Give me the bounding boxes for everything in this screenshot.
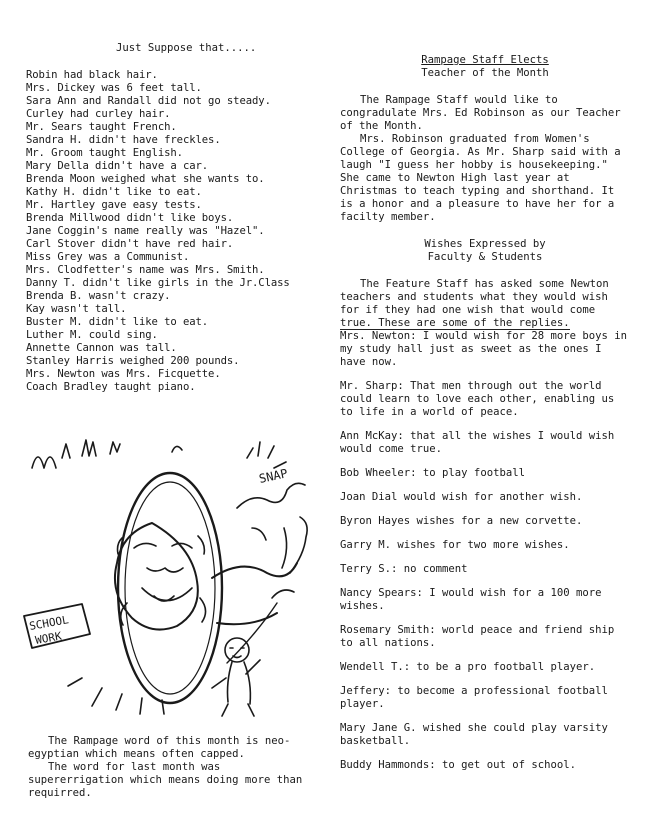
list-item: Wendell T.: to be a pro football player. (340, 661, 596, 673)
list-item: Miss Grey was a Communist. (26, 251, 190, 263)
teacher-of-month-p2: Mrs. Robinson graduated from Women's College of Georgia. As Mr. Sharp said with a laugh "I guess her hobby is housekeeping." She came to Newton High last year at Christmas to teach typing and shorthand. It is a honor and a pleasure to have her for a facilty member. (340, 133, 621, 223)
list-item: Stanley Harris weighed 200 pounds. (26, 355, 240, 367)
list-item: Sara Ann and Randall did not go steady. (26, 95, 271, 107)
just-suppose-title: Just Suppose that..... (116, 42, 257, 54)
list-item: Sandra H. didn't have freckles. (26, 134, 221, 146)
list-item: Terry S.: no comment (340, 563, 468, 575)
list-item: Ann McKay: that all the wishes I would wish would come true. (340, 430, 615, 455)
list-item: Mr. Sears taught French. (26, 121, 177, 133)
sign-label-school: SCHOOL (28, 613, 70, 633)
list-item: Kathy H. didn't like to eat. (26, 186, 202, 198)
list-item: Mary Jane G. wished she could play varsity basketball. (340, 722, 608, 747)
list-item: Buddy Hammonds: to get out of school. (340, 759, 576, 771)
list-item: Mrs. Clodfetter's name was Mrs. Smith. (26, 264, 265, 276)
wishes-intro: The Feature Staff has asked some Newton teachers and students what they would wish for if they had one wish that would come true. These are some of the replies. (340, 278, 609, 329)
list-item: Annette Cannon was tall. (26, 342, 177, 354)
snap-label: SNAP (257, 466, 289, 486)
list-item: Bob Wheeler: to play football (340, 467, 525, 479)
wish-list (340, 330, 630, 772)
left-column (26, 42, 324, 394)
cartoon-illustration (22, 428, 312, 728)
list-item: Byron Hayes wishes for a new corvette. (340, 515, 583, 527)
list-item: Danny T. didn't like girls in the Jr.Class (26, 277, 290, 289)
list-item: Mrs. Newton was Mrs. Ficquette. (26, 368, 221, 380)
list-item: Jane Coggin's name really was "Hazel". (26, 225, 265, 237)
teacher-of-month-p1: The Rampage Staff would like to congradulate Mrs. Ed Robinson as our Teacher of the Month. (340, 94, 621, 132)
list-item: Garry M. wishes for two more wishes. (340, 539, 570, 551)
list-item: Robin had black hair. (26, 69, 158, 81)
list-item: Joan Dial would wish for another wish. (340, 491, 583, 503)
list-item: Mr. Hartley gave easy tests. (26, 199, 202, 211)
list-item: Jeffery: to become a professional football player. (340, 685, 608, 710)
suppose-list (26, 69, 324, 394)
word-of-month-p2: The word for last month was supererrigation which means doing more than requirred. (28, 761, 303, 799)
list-item: Mr. Groom taught English. (26, 147, 183, 159)
list-item: Kay wasn't tall. (26, 303, 127, 315)
list-item: Rosemary Smith: world peace and friend ship to all nations. (340, 624, 615, 649)
word-of-month-caption (28, 735, 320, 800)
right-column (340, 54, 630, 783)
list-item: Curley had curley hair. (26, 108, 171, 120)
list-item: Luther M. could sing. (26, 329, 158, 341)
word-of-month-p1: The Rampage word of this month is neo-egyptian which means often capped. (28, 735, 291, 760)
teacher-of-month-title-2: Teacher of the Month (421, 67, 549, 79)
list-item: Buster M. didn't like to eat. (26, 316, 209, 328)
wishes-title-1: Wishes Expressed by (424, 238, 546, 250)
list-item: Mary Della didn't have a car. (26, 160, 209, 172)
list-item: Nancy Spears: I would wish for a 100 more wishes. (340, 587, 602, 612)
sign-label-work: WORK (34, 629, 63, 647)
list-item: Carl Stover didn't have red hair. (26, 238, 234, 250)
list-item: Coach Bradley taught piano. (26, 381, 196, 393)
list-item: Brenda B. wasn't crazy. (26, 290, 171, 302)
list-item: Mr. Sharp: That men through out the world could learn to love each other, enabling us to life in a world of peace. (340, 380, 615, 418)
wishes-title-2: Faculty & Students (427, 251, 543, 263)
teacher-of-month-title-1: Rampage Staff Elects (421, 54, 549, 66)
list-item: Mrs. Dickey was 6 feet tall. (26, 82, 202, 94)
list-item: Brenda Millwood didn't like boys. (26, 212, 234, 224)
list-item: Mrs. Newton: I would wish for 28 more boys in my study hall just as sweet as the ones I have now. (340, 330, 628, 368)
list-item: Brenda Moon weighed what she wants to. (26, 173, 265, 185)
